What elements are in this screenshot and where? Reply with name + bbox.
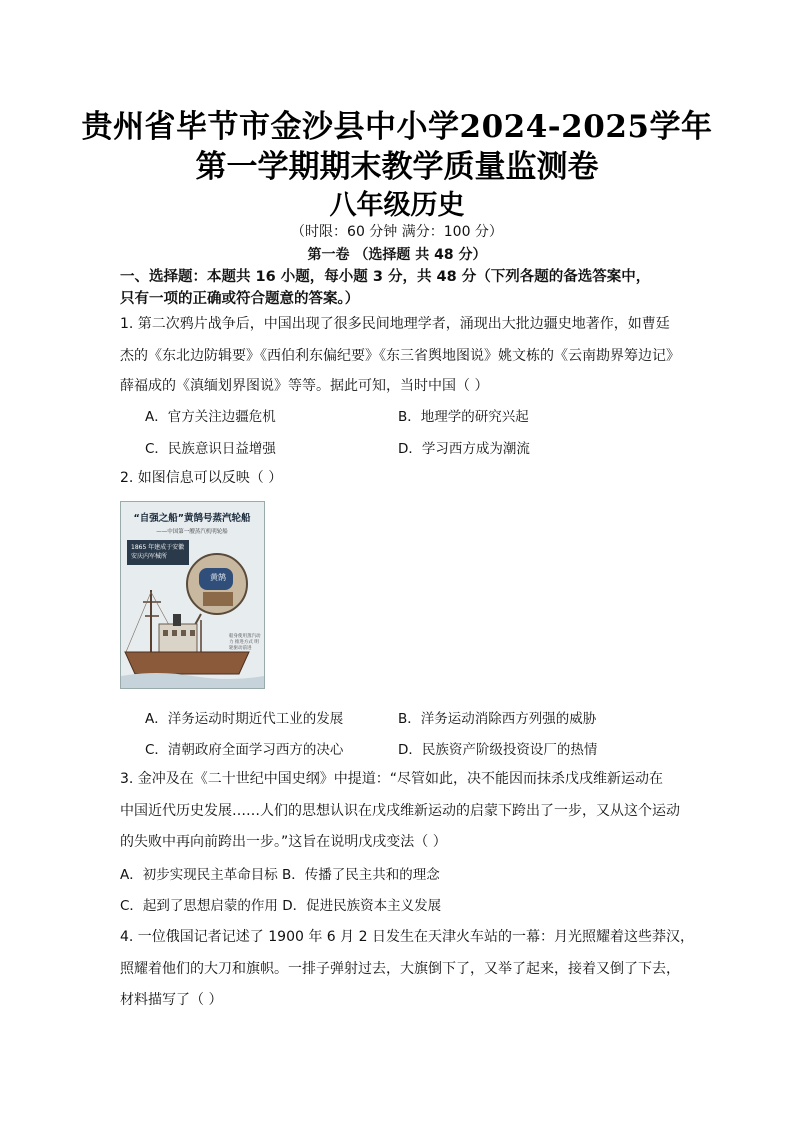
q1-stem-line3: 薛福成的《滇缅划界图说》等等。据此可知，当时中国（ ） — [120, 378, 489, 394]
q1-option-c: C．民族意识日益增强 — [145, 441, 276, 457]
poster-seal-text: 黄鹄 — [210, 573, 226, 582]
exam-title-line2: 第一学期期末教学质量监测卷 — [195, 149, 599, 185]
q3-options-ab: A．初步实现民主革命目标 B．传播了民主共和的理念 — [120, 867, 440, 883]
q3-options-cd: C．起到了思想启蒙的作用 D．促进民族资本主义发展 — [120, 898, 442, 914]
q2-stem: 2. 如图信息可以反映（ ） — [120, 470, 283, 486]
poster-subtitle: ——中国第一艘蒸汽机明轮船 — [156, 529, 228, 535]
section-heading: 第一卷 （选择题 共 48 分） — [307, 247, 487, 263]
poster-title: “自强之船”黄鹄号蒸汽轮船 — [133, 513, 251, 524]
q4-stem-line2: 照耀着他们的大刀和旗帜。一排子弹射过去，大旗倒下了，又举了起来，接着又倒了下去， — [120, 961, 680, 977]
q2-option-d: D．民族资产阶级投资设厂的热情 — [398, 742, 598, 758]
q1-option-a: A．官方关注边疆危机 — [145, 409, 276, 425]
q3-stem-line2: 中国近代历史发展……人们的思想认识在戊戌维新运动的启蒙下跨出了一步，又从这个运动 — [120, 803, 680, 819]
q3-stem-line1: 3. 金冲及在《二十世纪中国史纲》中提道：“尽管如此，决不能因而抹杀戊戌维新运动在 — [120, 771, 664, 787]
q1-option-d: D．学习西方成为潮流 — [398, 441, 530, 457]
q1-stem-line2: 杰的《东北边防辑要》《西伯利东偏纪要》《东三省舆地图说》姚文栋的《云南勘界筹边记》 — [120, 348, 680, 364]
q2-option-b: B．洋务运动消除西方列强的威胁 — [398, 711, 597, 727]
q4-stem-line3: 材料描写了（ ） — [120, 992, 223, 1008]
exam-title-subject: 八年级历史 — [329, 190, 465, 221]
poster-date-tag: 1865 年建成于安徽安庆内军械所 — [127, 540, 189, 565]
instructions-line1: 一、选择题：本题共 16 小题，每小题 3 分，共 48 分（下列各题的备选答案中， — [120, 269, 651, 285]
q3-stem-line3: 的失败中再向前跨出一步。”这旨在说明戊戌变法（ ） — [120, 834, 447, 850]
steamship-poster-image — [120, 501, 265, 689]
time-score-info: （时限：60 分钟 满分：100 分） — [291, 224, 503, 240]
q1-option-b: B．地理学的研究兴起 — [398, 409, 529, 425]
exam-title-line1: 贵州省毕节市金沙县中小学2024-2025学年 — [81, 109, 713, 145]
q2-option-c: C．清朝政府全面学习西方的决心 — [145, 742, 344, 758]
instructions-line2: 只有一项的正确或符合题意的答案。） — [120, 291, 360, 307]
q4-stem-line1: 4. 一位俄国记者记述了 1900 年 6 月 2 日发生在天津火车站的一幕：月光照耀着这些莽汉， — [120, 929, 694, 945]
poster-note: 船身使用蒸汽动力 推进方式 明轮驱动前进 — [229, 634, 261, 651]
q1-stem-line1: 1. 第二次鸦片战争后，中国出现了很多民间地理学者，涌现出大批边疆史地著作，如曹廷 — [120, 316, 670, 332]
q2-option-a: A．洋务运动时期近代工业的发展 — [145, 711, 344, 727]
